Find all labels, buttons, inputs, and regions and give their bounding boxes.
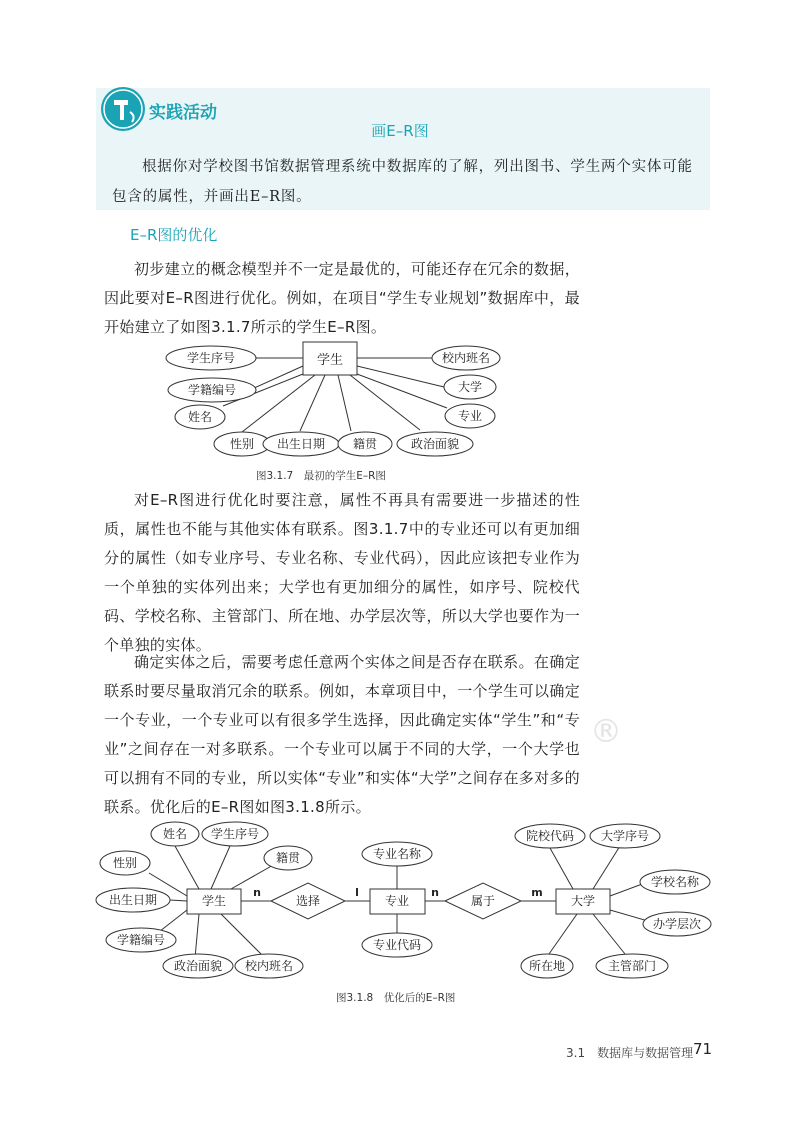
attr-label: 姓名	[162, 827, 188, 841]
activity-title: 画E–R图	[371, 122, 429, 140]
attr-label: 性别	[112, 856, 138, 870]
attr-label: 学校名称	[650, 875, 700, 889]
entity-student-label: 学生	[316, 353, 344, 368]
attr-label: 大学序号	[600, 829, 650, 843]
attr-label: 院校代码	[525, 829, 575, 843]
attr-label: 学生序号	[210, 827, 260, 841]
cardinality-label: n	[253, 886, 261, 899]
cardinality-label: n	[431, 886, 439, 899]
paragraph-3: 确定实体之后，需要考虑任意两个实体之间是否存在联系。在确定联系时要尽量取消冗余的联系。例如，本章项目中，一个学生可以确定一个专业，一个专业可以有很多学生选择，因此确定实体“学生”和“专业”之间存在一对多联系。一个专业可以属于不同的大学，一个大学也可以拥有不同的专业，所以实体“专业”和实体“大学”之间存在多对多的联系。优化后的E–R图如图3.1.8所示。	[104, 653, 580, 816]
paragraph-2: 对E–R图进行优化时要注意，属性不再具有需要进一步描述的性质，属性也不能与其他实体有联系。图3.1.7中的专业还可以有更加细分的属性（如专业序号、专业名称、专业代码），因此应该把专业作为一个单独的实体列出来；大学也有更加细分的属性，如序号、院校代码、学校名称、主管部门、所在地、办学层次等，所以大学也要作为一个单独的实体。	[104, 491, 580, 654]
cardinality-label: l	[355, 886, 359, 899]
activity-label: 实践活动	[149, 103, 217, 123]
entity-university-label: 大学	[570, 894, 596, 908]
attr-label: 政治面貌	[173, 959, 223, 973]
figure-initial-er	[160, 338, 510, 462]
attr-label: 所在地	[528, 959, 566, 973]
relation-select-label: 选择	[295, 894, 321, 908]
cardinality-label: m	[531, 886, 543, 899]
attr-label: 学生序号	[186, 351, 236, 365]
figure1-caption: 图3.1.7 最初的学生E–R图	[256, 470, 386, 482]
attr-label: 学籍编号	[187, 383, 237, 397]
attr-label: 办学层次	[652, 917, 702, 931]
attr-label: 学籍编号	[116, 933, 166, 947]
attr-label: 出生日期	[108, 893, 158, 907]
attr-label: 专业代码	[372, 938, 422, 952]
section-title: E–R图的优化	[130, 226, 218, 244]
activity-text: 根据你对学校图书馆数据管理系统中数据库的了解，列出图书、学生两个实体可能包含的属性，并画出E–R图。	[112, 159, 693, 205]
attr-label: 校内班名	[244, 959, 294, 973]
attr-label: 大学	[457, 380, 483, 394]
attr-label: 籍贯	[275, 851, 301, 865]
attr-label: 出生日期	[276, 437, 326, 451]
registered-watermark: ®	[590, 712, 622, 750]
attr-label: 校内班名	[441, 351, 491, 365]
paragraph-1: 初步建立的概念模型并不一定是最优的，可能还存在冗余的数据，因此要对E–R图进行优化。例如，在项目“学生专业规划”数据库中，最开始建立了如图3.1.7所示的学生E–R图。	[104, 260, 580, 336]
attr-label: 姓名	[187, 410, 213, 424]
relation-belong-label: 属于	[470, 894, 496, 908]
entity-major-label: 专业	[384, 894, 410, 908]
attr-label: 性别	[229, 437, 255, 451]
figure2-caption: 图3.1.8 优化后的E–R图	[336, 992, 456, 1004]
attr-label: 籍贯	[352, 437, 378, 451]
footer-section: 3.1 数据库与数据管理	[566, 1046, 694, 1060]
entity-student-label: 学生	[201, 894, 227, 908]
attr-label: 专业	[457, 409, 483, 423]
attr-label: 政治面貌	[410, 437, 460, 451]
page-number: 71	[693, 1040, 713, 1058]
attr-label: 专业名称	[372, 847, 422, 861]
attr-label: 主管部门	[607, 959, 657, 973]
figure-optimized-er	[95, 818, 720, 984]
